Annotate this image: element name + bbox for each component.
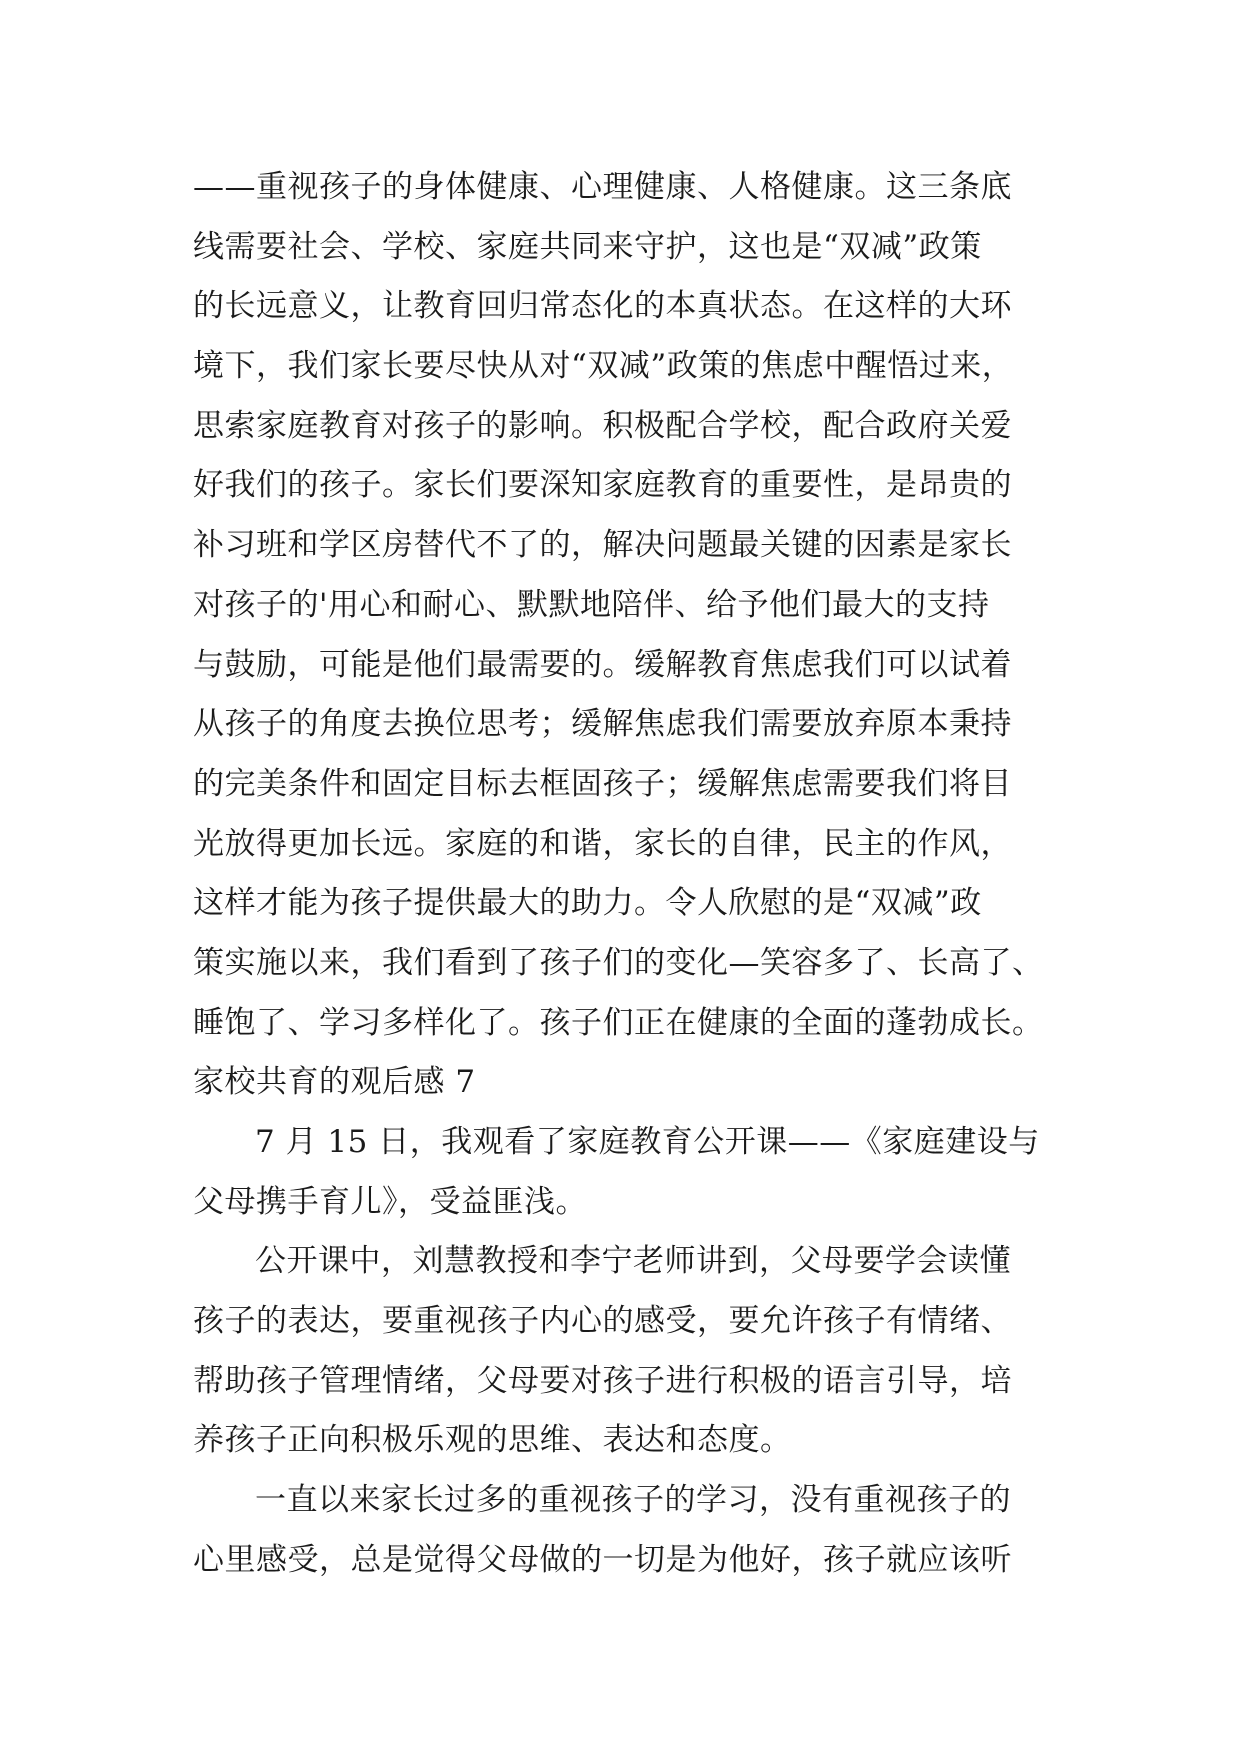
text-line: 父母携手育儿》，受益匪浅。 bbox=[193, 1183, 587, 1220]
text-line: 与鼓励，可能是他们最需要的。缓解教育焦虑我们可以试着 bbox=[193, 646, 1012, 683]
text-line: 的长远意义，让教育回归常态化的本真状态。在这样的大环 bbox=[193, 288, 1012, 325]
text-line: 心里感受，总是觉得父母做的一切是为他好，孩子就应该听 bbox=[193, 1541, 1012, 1578]
text-line: 境下，我们家长要尽快从对“双减”政策的焦虑中醒悟过来， bbox=[193, 348, 1014, 385]
text-line: 7 月 15 日，我观看了家庭教育公开课——《家庭建设与 bbox=[255, 1124, 1040, 1160]
text-line: 一直以来家长过多的重视孩子的学习，没有重视孩子的 bbox=[255, 1482, 1011, 1519]
text-line: 思索家庭教育对孩子的影响。积极配合学校，配合政府关爱 bbox=[193, 407, 1012, 444]
text-line: 睡饱了、学习多样化了。孩子们正在健康的全面的蓬勃成长。 bbox=[193, 1004, 1044, 1041]
text-line: 补习班和学区房替代不了的，解决问题最关键的因素是家长 bbox=[193, 527, 1012, 564]
section-heading: 家校共育的观后感 7 bbox=[193, 1064, 476, 1101]
text-line: 的完美条件和固定目标去框固孩子；缓解焦虑需要我们将目 bbox=[193, 765, 1012, 802]
text-line: 线需要社会、学校、家庭共同来守护，这也是“双减”政策 bbox=[193, 228, 982, 265]
text-line: 公开课中，刘慧教授和李宁老师讲到，父母要学会读懂 bbox=[255, 1243, 1011, 1280]
text-line: 光放得更加长远。家庭的和谐，家长的自律，民主的作风， bbox=[193, 825, 1012, 862]
text-line: 养孩子正向积极乐观的思维、表达和态度。 bbox=[193, 1422, 792, 1459]
text-line: 这样才能为孩子提供最大的助力。令人欣慰的是“双减”政 bbox=[193, 885, 982, 922]
text-line: 对孩子的'用心和耐心、默默地陪伴、给予他们最大的支持 bbox=[193, 586, 990, 623]
text-line: 帮助孩子管理情绪，父母要对孩子进行积极的语言引导，培 bbox=[193, 1362, 1012, 1399]
body-text bbox=[193, 158, 1053, 1591]
text-line: 从孩子的角度去换位思考；缓解焦虑我们需要放弃原本秉持 bbox=[193, 706, 1012, 743]
text-line: ——重视孩子的身体健康、心理健康、人格健康。这三条底 bbox=[193, 169, 1012, 205]
text-line: 孩子的表达，要重视孩子内心的感受，要允许孩子有情绪、 bbox=[193, 1303, 1012, 1340]
text-line: 好我们的孩子。家长们要深知家庭教育的重要性，是昂贵的 bbox=[193, 467, 1012, 504]
text-line: 策实施以来，我们看到了孩子们的变化—笑容多了、长高了、 bbox=[193, 944, 1044, 981]
